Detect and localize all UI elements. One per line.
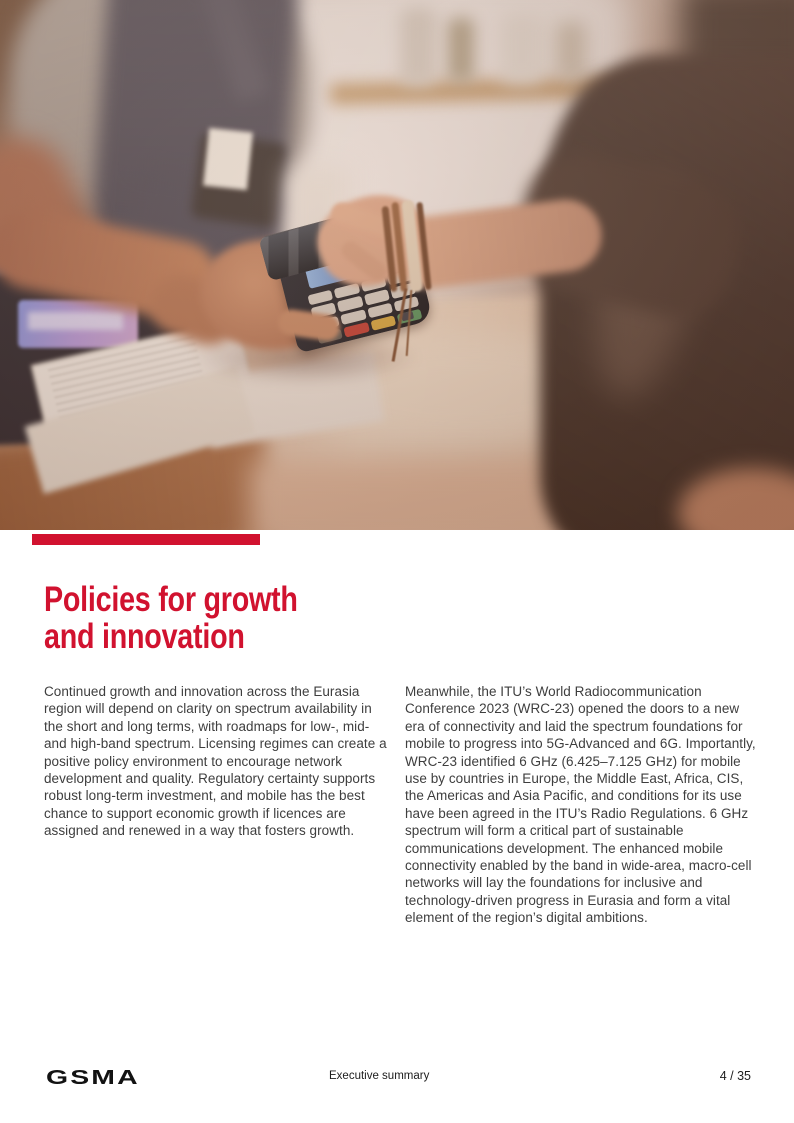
footer-page-number: 4 / 35 [719,1069,751,1083]
page-title-line2: and innovation [44,617,245,656]
body-columns [44,683,757,927]
page-title-line1: Policies for growth [44,580,298,619]
footer-section-label: Executive summary [329,1070,430,1082]
gsma-logo: GSMA [46,1067,140,1089]
page-title [44,581,298,655]
body-paragraph-right: Meanwhile, the ITU’s World Radiocommunication Conference 2023 (WRC-23) opened the doors to a new era of connectivity and laid the spectrum foundations for mobile to progress into 5G-Advanced and 6G. Importantly, WRC-23 identified 6 GHz (6.425–7.125 GHz) for mobile use by countries in Europe, the Middle East, Africa, CIS, the Americas and Asia Pacific, and conditions for its use have been agreed in the ITU’s Radio Regulations. 6 GHz spectrum will form a critical part of sustainable communications development. The enhanced mobile connectivity enabled by the band in wide-area, macro-cell networks will lay the foundations for inclusive and technology-driven progress in Eurasia and form a vital element of the region’s digital ambitions. [405,684,756,926]
hero-photo [0,0,794,530]
body-paragraph-left: Continued growth and innovation across the Eurasia region will depend on clarity on spectrum availability in the short and long terms, with roadmaps for low-, mid- and high-band spectrum. Licensing regimes can create a positive policy environment to encourage network development and quality. Regulatory certainty supports robust long-term investment, and mobile has the best chance to support economic growth if licences are assigned and renewed in a way that fosters growth. [44,684,387,839]
accent-bar [32,534,260,545]
photo-warm-tint [0,0,794,530]
